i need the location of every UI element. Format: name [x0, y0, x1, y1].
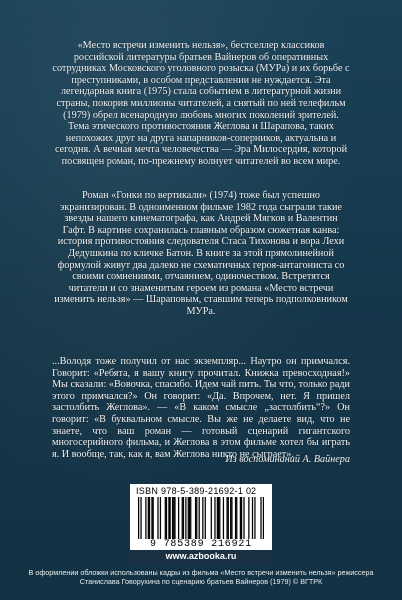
barcode-bar	[148, 497, 149, 539]
barcode-bar	[140, 497, 141, 539]
barcode-bar	[160, 497, 161, 539]
isbn-label: ISBN 978-5-389-21692-1	[136, 486, 244, 496]
barcode-bar	[263, 497, 264, 539]
barcode-bar	[218, 497, 219, 539]
quote-attribution: Из воспоминаний А. Вайнера	[225, 454, 350, 465]
barcode-bar	[231, 497, 232, 539]
barcode-bar	[196, 497, 197, 539]
barcode-bar	[236, 497, 237, 539]
blurb-paragraph-1: «Место встречи изменить нельзя», бестселлер классиков российской литературы братьев Вайнеров об оперативных сотрудниках Московского уголовного розыска (МУРа) и их борьбе с преступниками, в особом представлении не нуждается. Эта легендарная книга (1975) стала событием в литературной жизни страны, покорив миллионы читателей, а снятый по ней телефильм (1979) обрел всенародную любовь многих поколений зрителей. Тема этического противостояния Жеглова и Шарапова, таких непохожих друг на друга напарников-соперников, актуальна и сегодня. А вечная мечта человечества — Эра Милосердия, которой посвящен роман, по-прежнему волнует читателей во всем мире.	[52, 40, 350, 167]
barcode-bar	[172, 497, 173, 539]
barcode-bar	[166, 497, 167, 539]
barcode-bar	[183, 497, 184, 539]
barcode-bar	[178, 497, 179, 539]
barcode-bar	[219, 497, 220, 539]
barcode-bar	[189, 497, 190, 539]
barcode-bar	[228, 497, 229, 539]
barcode-bar	[260, 497, 261, 539]
barcode-bar	[182, 497, 183, 539]
barcode-icon	[138, 497, 264, 539]
cover-credits: В оформлении обложки использованы кадры из фильма «Место встречи изменить нельзя» режиссера Станислава Говорухина по сценарию братьев Вайнеров (1979) © ВГТРК	[28, 568, 374, 586]
barcode-bar	[230, 497, 231, 539]
barcode-bar	[240, 497, 241, 539]
barcode-bar	[173, 497, 174, 539]
barcode-bar	[214, 497, 215, 539]
barcode-bar	[199, 497, 200, 539]
barcode-bar	[170, 497, 171, 539]
barcode-bar	[185, 497, 186, 539]
publisher-website: www.azbooka.ru	[130, 551, 272, 562]
barcode-bar	[149, 497, 150, 539]
barcode-bar	[151, 497, 152, 539]
barcode-bar	[254, 497, 255, 539]
barcode-bar	[145, 497, 146, 539]
barcode-bar	[248, 497, 249, 539]
barcode-bar	[202, 497, 203, 539]
barcode-bar	[174, 497, 175, 539]
barcode-bar	[157, 497, 158, 539]
barcode-bar	[138, 497, 139, 539]
barcode-bar	[217, 497, 218, 539]
barcode-bar	[252, 497, 253, 539]
barcode-bar	[235, 497, 236, 539]
barcode-bar	[153, 497, 154, 539]
barcode-box	[130, 484, 272, 550]
barcode-bar	[165, 497, 166, 539]
barcode-bar	[205, 497, 206, 539]
barcode-bar	[168, 497, 169, 539]
barcode-bar	[241, 497, 242, 539]
quote-paragraph: ...Володя тоже получил от нас экземпляр... Наутро он примчался. Говорит: «Ребята, я вашу книгу прочитал. Книжка превосходная!» Мы сказали: «Вовочка, спасибо. Идем чай пить. Ты что, только ради этого примчался?» Он говорит: «Да. Впрочем, нет. Я пришел застолбить Жеглова». — «В каком смысле „застолбить“?» Он говорит: «В буквальном смысле. Вы же не делаете вид, что не знаете, что ваш роман — готовый сценарий гигантского многосерийного фильма, и Жеглова в этом фильме хотел бы играть я. И вообще, так, как я, вам Жеглова никто не сыграет».	[52, 356, 350, 460]
barcode-bar	[223, 497, 224, 539]
barcode-digits: 9 785389 216921	[149, 539, 252, 550]
isbn-addon: 02	[246, 486, 257, 496]
barcode-bar	[226, 497, 227, 539]
barcode-bar	[195, 497, 196, 539]
barcode-bar	[188, 497, 189, 539]
blurb-paragraph-2: Роман «Гонки по вертикали» (1974) тоже был успешно экранизирован. В одноименном фильме 1982 года сыграли такие звезды нашего кинематографа, как Андрей Мягков и Валентин Гафт. В картине сохранилась главным образом сюжетная канва: история противостояния следователя Стаса Тихонова и вора Лехи Дедушкина по кличке Батон. В книге за этой прямолинейной формулой живут два далеко не схематичных героя-антагониста со своими сомнениями, отчаянием, одиночеством. Встретятся читатели и со знаменитым героем из романа «Место встречи изменить нельзя» — Шараповым, ставшим теперь подполковником МУРа.	[54, 190, 348, 317]
barcode-bar	[190, 497, 191, 539]
barcode-bar	[243, 497, 244, 539]
barcode-bar	[211, 497, 212, 539]
